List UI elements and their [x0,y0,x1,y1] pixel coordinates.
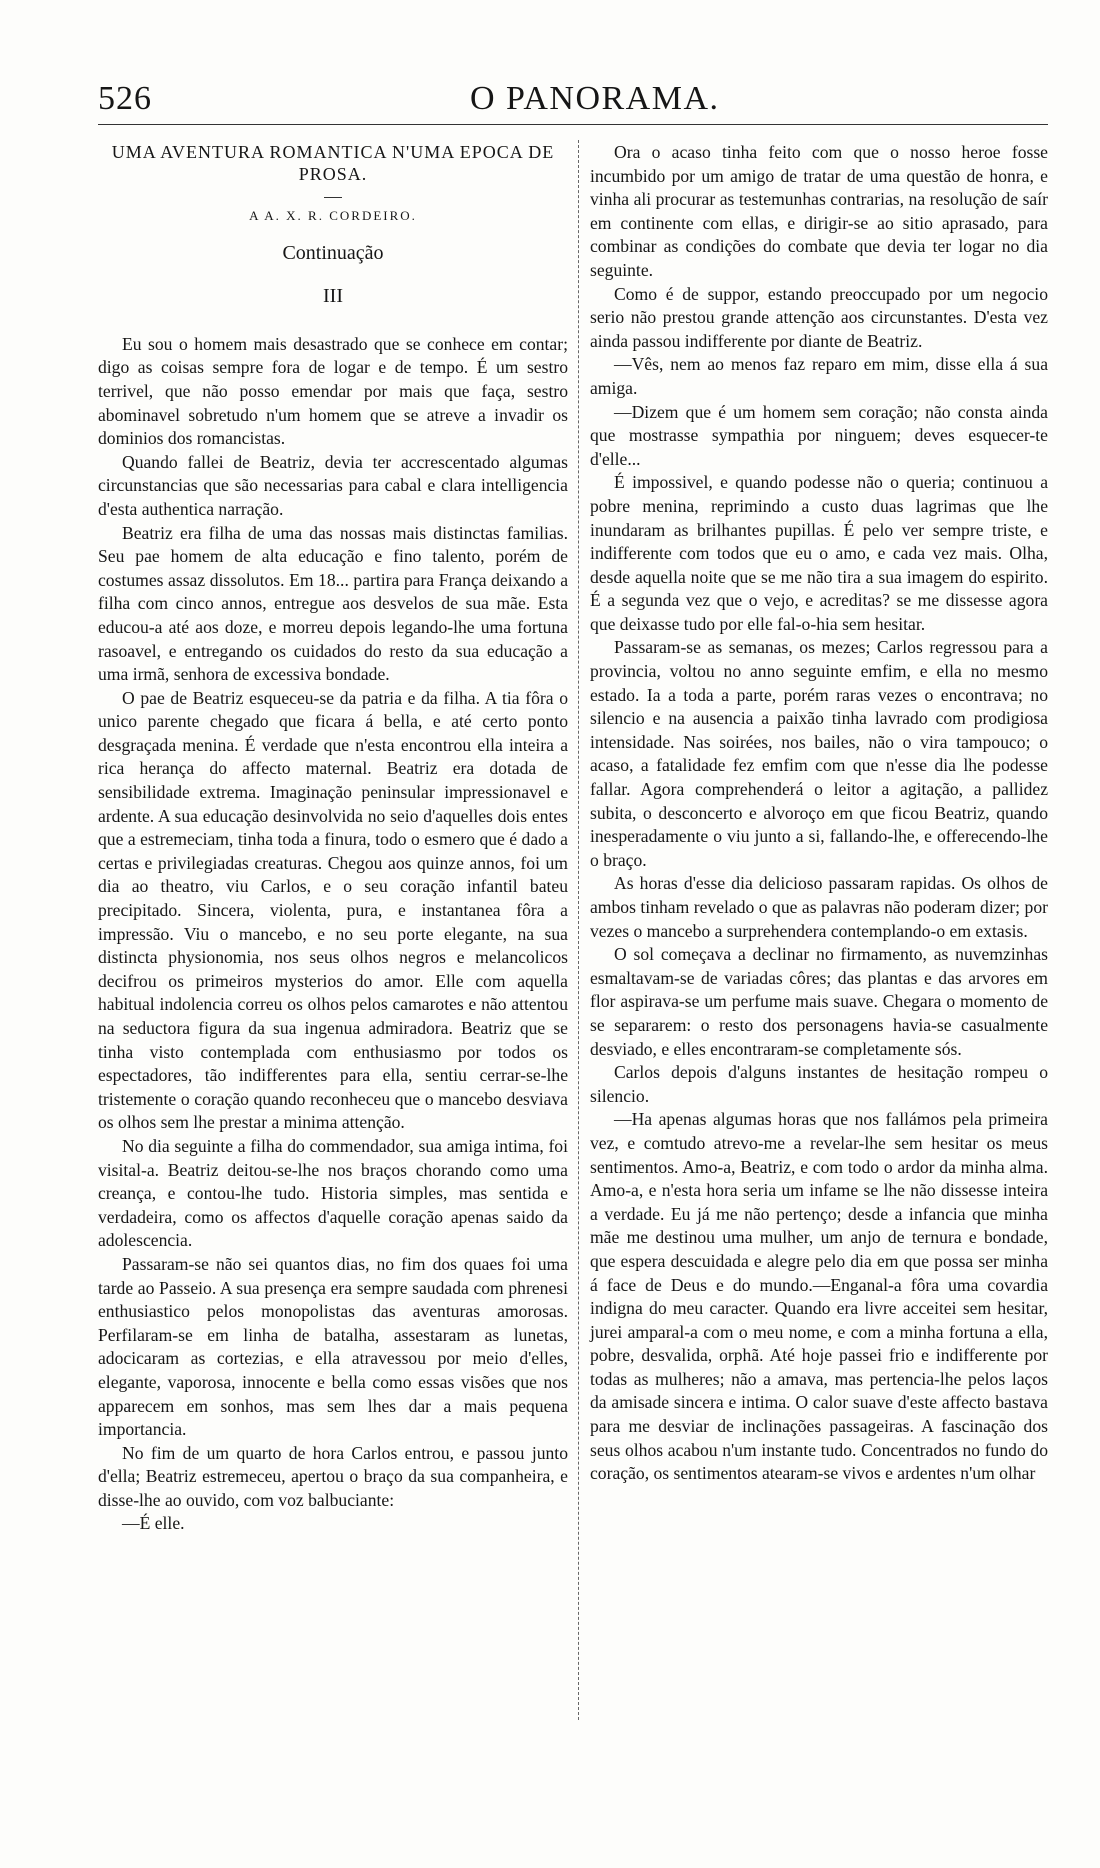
paragraph: Ora o acaso tinha feito com que o nosso heroe fosse incumbido por um amigo de tratar de uma questão de honra, e vinha ali procurar as testemunhas contrarias, na resolução de saír em continente com ellas, e dirigir-se ao sitio aprasado, para combinar as condições do combate que devia ter logar no dia seguinte. [590,142,1048,280]
left-column [98,141,568,1536]
paragraph: —Vês, nem ao menos faz reparo em mim, disse ella á sua amiga. [590,354,1048,398]
column-divider [578,140,579,1720]
article-author: A A. X. R. CORDEIRO. [249,208,417,223]
paragraph: Passaram-se não sei quantos dias, no fim dos quaes foi uma tarde ao Passeio. A sua presença era sempre saudada com phrenesi enthusiastico pelos monopolistas das aventuras amorosas. Perfilaram-se em linha de batalha, assestaram as lunetas, adocicaram as cortezias, e ella atravessou por meio d'elles, elegante, vaporosa, innocente e bella como essas visões que nos apparecem em sonhos, mas sem lhes dar a mais pequena importancia. [98,1253,568,1440]
paragraph: É impossivel, e quando podesse não o queria; continuou a pobre menina, reprimindo a custo duas lagrimas que lhe inundaram as brilhantes pupillas. É pelo ver sempre triste, e indifferente com todos que eu o amo, e cada vez mais. Olha, desde aquella noite que se me não tira a sua imagem do espirito. É a segunda vez que o vejo, e acreditas? se me dissesse agora que deixasse tudo por elle fal-o-hia sem hesitar. [590,472,1048,634]
paragraph: O pae de Beatriz esqueceu-se da patria e da filha. A tia fôra o unico parente chegado que ficara á bella, e até certo ponto desgraçada menina. É verdade que n'esta encontrou ella inteira a rica herança do affecto maternal. Beatriz era dotada de sensibilidade extrema. Imaginação peninsular impressionavel e ardente. A sua educação desinvolvida no seio d'aquelles dois entes que a estremeciam, tinha toda a finura, todo o esmero que é dado a certas e privilegiadas creaturas. Chegou aos quinze annos, foi um dia ao theatro, viu Carlos, e o seu coração infantil bateu precipitado. Sincera, violenta, pura, e instantanea fôra a impressão. Viu o mancebo, e no seu porte elegante, na sua distincta physionomia, nos seus olhos negros e melancolicos decifrou os primeiros mysterios do amor. Elle com aquella habitual indolencia correu os olhos pelos camarotes e não attentou na seductora figura da sua ingenua admiradora. Beatriz que se tinha visto contemplada com enthusiasmo por todos os espectadores, tão indifferentes para ella, sentiu cerrar-se-lhe tristemente o coração quando reconheceu que o mancebo desviava os olhos sem lhe prestar a minima attenção. [98,687,568,1133]
paragraph: —É elle. [122,1513,185,1534]
paragraph: O sol começava a declinar no firmamento, as nuvemzinhas esmaltavam-se de variadas côres; das plantas e das arvores em flor aspirava-se um perfume mais suave. Chegara o momento de se separarem: o resto dos personagens havia-se casualmente desviado, e elles encontraram-se completamente sós. [590,944,1048,1059]
paragraph: As horas d'esse dia delicioso passaram rapidas. Os olhos de ambos tinham revelado o que as palavras não poderam dizer; por vezes o mancebo a surprehendera contemplando-o em extasis. [590,873,1048,941]
paragraph: Carlos depois d'alguns instantes de hesitação rompeu o silencio. [590,1062,1048,1106]
paragraph: —Ha apenas algumas horas que nos fallámos pela primeira vez, e comtudo atrevo-me a revelar-lhe sem hesitar os meus sentimentos. Amo-a, Beatriz, e com todo o ardor da minha alma. Amo-a, e n'esta hora seria um infame se lhe não dissesse inteira a verdade. Eu já me não pertenço; desde a infancia que minha mãe me destinou uma mulher, um anjo de ternura e bondade, que espera descuidada e alegre pelo dia em que possa ser minha á face de Deus e do mundo.—Enganal-a fôra uma covardia indigna do meu caracter. Quando era livre acceitei sem hesitar, jurei amparal-a com o meu nome, e com a minha fortuna a ella, pobre, desvalida, orphã. Até hoje passei frio e indifferente por todas as mulheres; não a amava, mas pertencia-lhe pelos laços da amisade sincera e intima. O calor suave d'este affecto bastava para me desviar de inclinações passageiras. A fascinação dos seus olhos acabou n'um instante tudo. Concentrados no fundo do coração, os sentimentos atearam-se vivos e ardentes n'um olhar [590,1109,1048,1484]
article-title: UMA AVENTURA ROMANTICA N'UMA EPOCA DE PROSA. [111,142,555,184]
paragraph: No dia seguinte a filha do commendador, sua amiga intima, foi visital-a. Beatriz deitou-se-lhe nos braços chorando como uma creança, e contou-lhe tudo. Historia simples, mas sentida e verdadeira, como os affectos d'aquelle coração apenas saido da adolescencia. [98,1135,568,1251]
running-title: O PANORAMA. [470,80,720,117]
paragraph: No fim de um quarto de hora Carlos entrou, e passou junto d'ella; Beatriz estremeceu, apertou o braço da sua companheira, e disse-lhe ao ouvido, com voz balbuciante: [98,1442,568,1510]
chapter-number: III [323,285,343,308]
title-rule [324,197,342,198]
paragraph: Quando fallei de Beatriz, devia ter accrescentado algumas circunstancias que são necessarias para cabal e clara intelligencia d'esta authentica narração. [98,451,568,519]
paragraph: Passaram-se as semanas, os mezes; Carlos regressou para a provincia, voltou no anno seguinte emfim, e ella no mesmo estado. Ia a toda a parte, porém raras vezes o encontrava; no silencio e na ausencia a paixão tinha lavrado com prodigiosa intensidade. Nas soirées, nos bailes, não o vira tampouco; o acaso, a fatalidade fez emfim com que n'esse dia lhe podesse fallar. Agora comprehenderá o leitor a agitação, a pallidez subita, o desconcerto e alvoroço em que ficou Beatriz, quando inesperadamente o viu junto a si, fallando-lhe, e offerecendo-lhe o braço. [590,637,1048,870]
paragraph: Como é de suppor, estando preoccupado por um negocio serio não prestou grande attenção aos circunstantes. D'esta vez ainda passou indifferente por diante de Beatriz. [590,283,1048,351]
paragraph: Eu sou o homem mais desastrado que se conhece em contar; digo as coisas sempre fora de logar e de tempo. É um sestro terrivel, que não posso emendar por mais que faça, sestro abominavel sobretudo n'um homem que se atreve a invadir os dominios dos romancistas. [98,333,568,449]
paragraph: —Dizem que é um homem sem coração; não consta ainda que mostrasse sympathia por ninguem; deves esquecer-te d'elle... [590,401,1048,469]
continuation-label: Continuação [282,241,384,264]
header-rule [98,124,1048,125]
paragraph: Beatriz era filha de uma das nossas mais distinctas familias. Seu pae homem de alta educação e fino talento, porém de costumes assaz dissolutos. Em 18... partira para França deixando a filha com cinco annos, entregue aos desvelos de sua mãe. Esta educou-a até aos doze, e morreu depois legando-lhe uma fortuna rasoavel, e entregando os cuidados do resto da sua educação a uma irmã, senhora de excessiva bondade. [98,522,568,685]
right-column [590,141,1048,1486]
page-number: 526 [98,80,152,117]
